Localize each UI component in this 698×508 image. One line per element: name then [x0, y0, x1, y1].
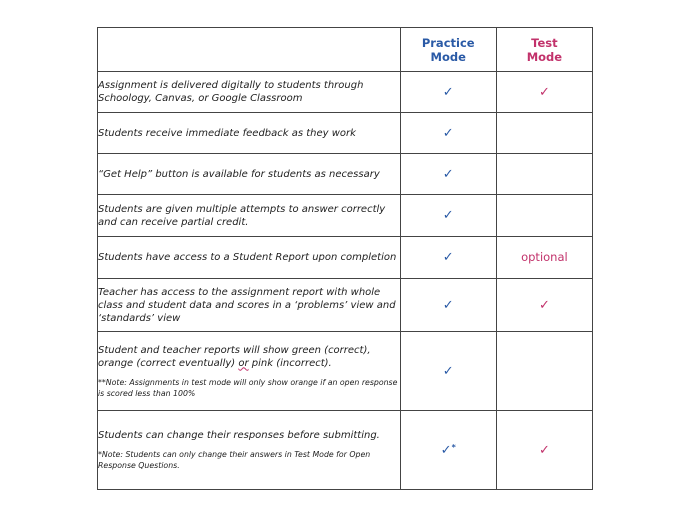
feature-note: *Note: Students can only change their answers in Test Mode for Open Response Questions.	[98, 450, 371, 470]
practice-mode-cell	[400, 113, 496, 154]
feature-cell	[98, 332, 401, 411]
practice-mode-cell	[400, 154, 496, 195]
practice-mode-cell	[400, 195, 496, 237]
feature-cell: Students are given multiple attempts to answer correctly and can receive partial credit.	[98, 195, 401, 237]
check-icon: ✓	[442, 208, 454, 223]
test-mode-cell	[496, 195, 592, 237]
feature-text: Student and teacher reports will show green (correct), orange (correct eventually)	[98, 344, 371, 369]
practice-mode-cell	[400, 332, 496, 411]
feature-cell: Students receive immediate feedback as they work	[98, 113, 401, 154]
table-row	[98, 332, 593, 411]
practice-mode-cell	[400, 237, 496, 279]
practice-mode-cell	[400, 72, 496, 113]
feature-cell: Assignment is delivered digitally to students through Schoology, Canvas, or Google Classroom	[98, 72, 401, 113]
feature-text: Students can change their responses before submitting.	[98, 430, 380, 441]
optional-label: optional	[521, 250, 568, 264]
test-mode-cell	[496, 113, 592, 154]
header-test-line1: Test	[531, 35, 558, 50]
check-icon: ✓	[442, 125, 454, 141]
test-mode-cell	[496, 237, 592, 279]
test-mode-cell	[496, 411, 592, 490]
check-icon: ✓	[538, 84, 550, 100]
check-icon: ✓	[442, 250, 454, 265]
feature-cell	[98, 411, 401, 490]
header-row	[98, 28, 593, 72]
test-mode-cell	[496, 72, 592, 113]
table-row	[98, 411, 593, 490]
mode-comparison-table	[97, 27, 593, 490]
table-row	[98, 279, 593, 332]
header-practice-mode	[400, 28, 496, 72]
practice-mode-cell	[400, 411, 496, 490]
table-row	[98, 154, 593, 195]
header-test-mode	[496, 28, 592, 72]
table-row	[98, 72, 593, 113]
table-row	[98, 195, 593, 237]
test-mode-cell	[496, 154, 592, 195]
feature-cell: Students have access to a Student Report upon completion	[98, 237, 401, 279]
table-row	[98, 113, 593, 154]
feature-text-end: pink (incorrect).	[248, 357, 332, 369]
check-icon: ✓	[538, 442, 550, 458]
feature-note: **Note: Assignments in test mode will only show orange if an open response is scored less than 100%	[98, 377, 398, 398]
check-icon: ✓	[440, 442, 452, 458]
check-icon: ✓	[442, 84, 454, 100]
header-test-line2: Mode	[526, 49, 563, 64]
check-icon: ✓	[538, 297, 550, 313]
feature-cell: “Get Help” button is available for students as necessary	[98, 154, 401, 195]
feature-cell: Teacher has access to the assignment report with whole class and student data and scores in a ‘problems’ view and ‘standards’ view	[98, 279, 401, 332]
check-icon: ✓	[442, 363, 454, 379]
header-practice-line2: Mode	[430, 49, 466, 64]
test-mode-cell	[496, 279, 592, 332]
asterisk-marker: *	[451, 442, 456, 452]
header-feature-cell	[98, 28, 401, 72]
check-icon: ✓	[442, 297, 454, 313]
practice-mode-cell	[400, 279, 496, 332]
header-practice-line1: Practice	[421, 35, 475, 50]
table-row	[98, 237, 593, 279]
feature-text-or: or	[238, 357, 249, 369]
test-mode-cell	[496, 332, 592, 411]
check-icon: ✓	[442, 166, 454, 182]
